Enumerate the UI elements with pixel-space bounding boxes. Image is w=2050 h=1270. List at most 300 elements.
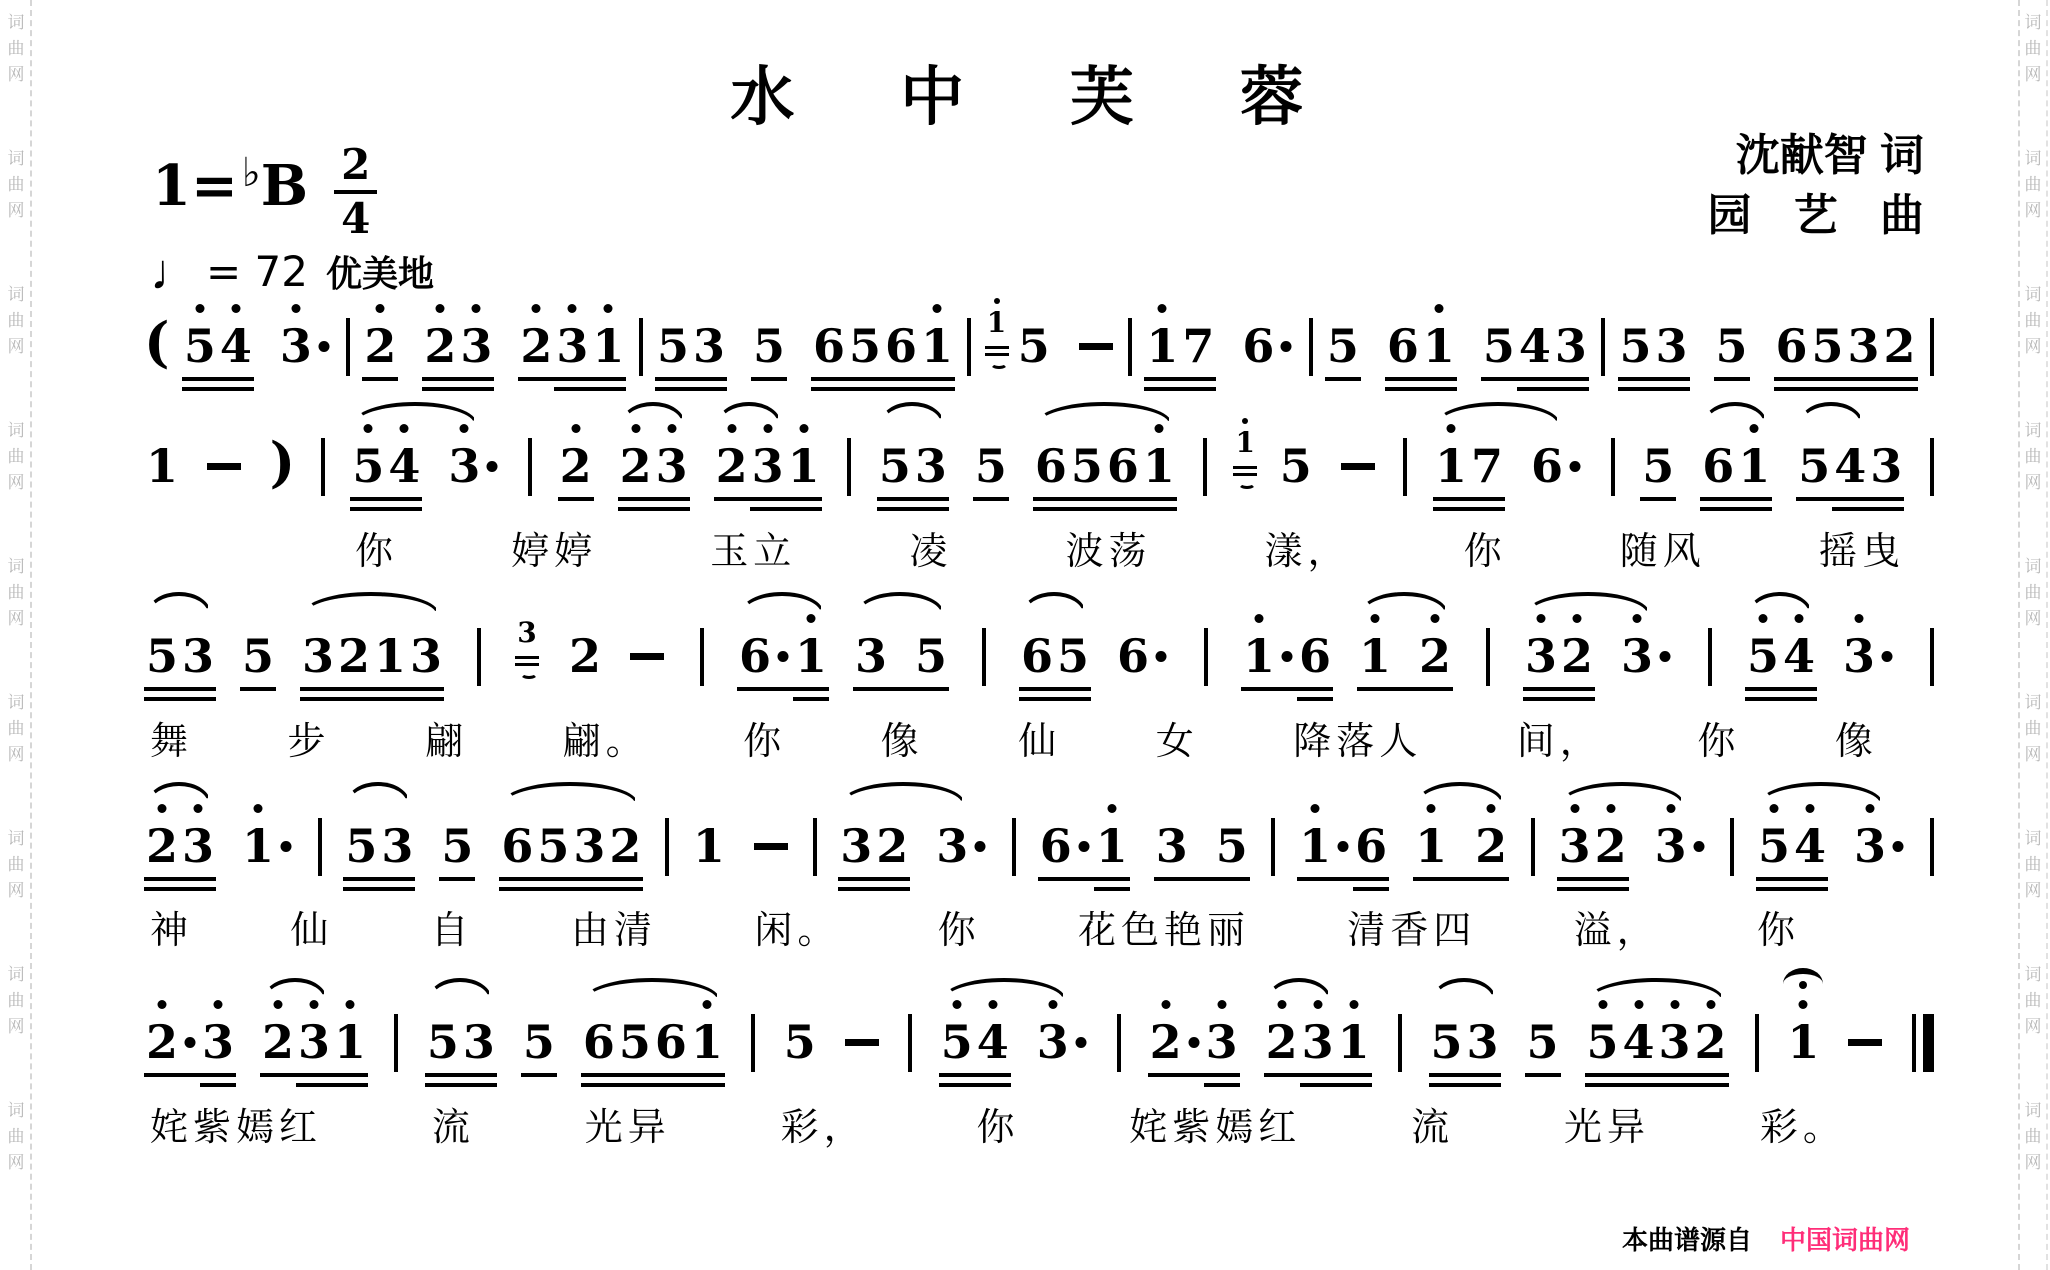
grace-beam	[985, 353, 1009, 356]
octave-dot	[195, 304, 204, 313]
beam-line	[1429, 1083, 1501, 1087]
note-digit: 2	[568, 629, 601, 683]
grace-beam	[515, 656, 539, 659]
note-digit: 3	[458, 318, 494, 374]
grace-slur	[520, 668, 538, 679]
note-space	[1216, 318, 1240, 374]
watermark-char: 曲	[7, 175, 25, 194]
octave-dot	[1217, 1000, 1226, 1009]
lyric-syllable: 婷婷	[511, 531, 598, 573]
note-space	[422, 438, 446, 494]
lyric-syllable: 翩。	[562, 721, 649, 763]
note-digit: 5	[1070, 439, 1103, 493]
note-digit: 6	[884, 319, 917, 373]
beam-line	[425, 1083, 497, 1087]
note-digit: 6	[654, 1015, 687, 1069]
watermark-char: 词	[2024, 285, 2042, 304]
note-digit: 1	[1094, 818, 1130, 874]
watermark-char: 词	[7, 421, 25, 440]
note-digit: 3	[301, 629, 334, 683]
note-digit: 5	[241, 629, 274, 683]
barline	[1611, 438, 1615, 496]
beam-line	[1144, 387, 1216, 391]
beam-line	[350, 507, 422, 511]
note-digit: 6	[1386, 319, 1419, 373]
note-digit: 3	[914, 439, 947, 493]
octave-dot	[1277, 1000, 1286, 1009]
note-digit: 5	[1215, 819, 1248, 873]
barline	[1930, 438, 1934, 496]
octave-dot	[274, 1000, 283, 1009]
duration-dot	[314, 318, 334, 374]
beam-line	[838, 877, 910, 881]
beam-line	[144, 877, 216, 881]
slur-arc	[1022, 592, 1086, 614]
note-digit: 3	[1523, 628, 1559, 684]
duration-dot	[180, 1014, 200, 1070]
note-space	[1389, 818, 1413, 874]
watermark-char: 网	[2024, 1153, 2042, 1172]
note-digit: 4	[1834, 439, 1867, 493]
lyric-syllable: 玉立	[710, 531, 797, 573]
note-digit: 1	[1144, 318, 1180, 374]
duration-dot	[1888, 818, 1908, 874]
note-digit: 1	[240, 818, 276, 874]
note-row	[425, 1014, 725, 1070]
note-digit: 3	[654, 438, 690, 494]
note-digit: 1	[1141, 438, 1177, 494]
beam-line	[300, 687, 444, 691]
barline	[1730, 818, 1734, 876]
lyric-syllable: 间，	[1516, 721, 1603, 763]
note-space	[594, 438, 618, 494]
note-space	[497, 1014, 521, 1070]
note-digit: 4	[1621, 1014, 1657, 1070]
lyrics-line-3	[150, 899, 1800, 954]
grace-beam	[1233, 466, 1257, 469]
octave-dot	[807, 614, 816, 623]
note-digit: 5	[145, 629, 178, 683]
note-digit: 3	[1300, 1014, 1336, 1070]
grace-note	[514, 582, 542, 732]
octave-dot	[1670, 1000, 1679, 1009]
note-space	[1009, 438, 1033, 494]
octave-dot	[346, 1000, 355, 1009]
note-digit: 2	[609, 819, 642, 873]
barline	[528, 438, 532, 496]
duration-dot	[1689, 818, 1709, 874]
note-digit: 2	[1593, 818, 1629, 874]
watermark-char: 网	[7, 1153, 25, 1172]
lyric-syllable: 波荡	[1065, 531, 1152, 573]
note-row	[1297, 818, 1509, 874]
duration-dot-mark	[487, 461, 498, 472]
slur-arc	[717, 402, 781, 424]
octave-dot	[254, 804, 263, 813]
note-space	[787, 318, 811, 374]
beam-line	[1523, 687, 1595, 691]
note-digit: 3	[1466, 1015, 1499, 1069]
octave-dot	[158, 1000, 167, 1009]
octave-dot	[1349, 1000, 1358, 1009]
octave-dot	[1866, 804, 1875, 813]
octave-dot	[988, 1000, 997, 1009]
note-row	[1433, 438, 1585, 494]
barline	[751, 1014, 755, 1072]
watermark-char: 网	[2024, 881, 2042, 900]
beam-line	[499, 887, 643, 891]
note-space	[1750, 318, 1774, 374]
note-digit: 1	[1413, 818, 1449, 874]
time-signature	[334, 142, 377, 242]
note-digit: 5	[441, 819, 474, 873]
watermark-char: 网	[2024, 337, 2042, 356]
lyric-syllable: 姹紫嫣红	[1129, 1107, 1302, 1149]
beam-line	[144, 687, 216, 691]
slur-arc	[1036, 402, 1172, 424]
beam-line	[1745, 687, 1817, 691]
note-row	[1618, 318, 1918, 374]
slur-arc	[502, 782, 638, 804]
barline	[813, 818, 817, 876]
slur-arc	[1759, 782, 1883, 804]
note-digit: 2	[618, 438, 654, 494]
slur-arc	[1267, 978, 1331, 1000]
barline	[847, 438, 851, 496]
beam-line	[182, 387, 254, 391]
note-digit: 1	[689, 1014, 725, 1070]
note-digit: 5	[1811, 319, 1844, 373]
octave-dot	[667, 424, 676, 433]
beam-line	[422, 387, 494, 391]
barline	[321, 438, 325, 496]
beam-line	[1525, 1073, 1561, 1077]
note-row	[737, 628, 949, 684]
note-digit: 5	[783, 1015, 816, 1069]
watermark-char: 曲	[2024, 719, 2042, 738]
watermark-char: 词	[2024, 421, 2042, 440]
lyrics-line-4	[150, 1096, 1846, 1151]
note-digit: 3	[854, 629, 887, 683]
duration-dot-mark	[1570, 461, 1581, 472]
octave-dot	[631, 424, 640, 433]
beam-line	[618, 507, 690, 511]
octave-dot	[1666, 804, 1675, 813]
note-group	[144, 392, 244, 542]
sustain-dash	[751, 818, 791, 874]
note-digit: 3	[278, 318, 314, 374]
note-space	[949, 438, 973, 494]
note-digit: 6	[1298, 629, 1331, 683]
watermark-char: 词	[7, 829, 25, 848]
beam-line	[750, 507, 822, 511]
note-digit: 1	[919, 318, 955, 374]
note-row	[1144, 318, 1296, 374]
note-space	[1690, 318, 1714, 374]
watermark-char: 网	[2024, 473, 2042, 492]
note-digit: 5	[1430, 1015, 1463, 1069]
note-digit: 5	[752, 319, 785, 373]
octave-dot	[1855, 614, 1864, 623]
note-digit: 6	[1106, 439, 1139, 493]
duration-dot	[1071, 1014, 1091, 1070]
note-space	[829, 628, 853, 684]
grace-beam	[515, 663, 539, 666]
barline	[1203, 438, 1207, 496]
barline	[1708, 628, 1712, 686]
beam-line	[1297, 697, 1333, 701]
note-digit: 5	[1745, 628, 1781, 684]
note-space	[603, 628, 627, 684]
grace-digit: 1	[1232, 426, 1258, 459]
note-space	[475, 818, 499, 874]
note-row	[838, 818, 990, 874]
note-digit: 6	[1020, 629, 1053, 683]
note-space	[1505, 438, 1529, 494]
slur-arc	[1799, 402, 1863, 424]
barline	[1930, 318, 1934, 376]
beam-line	[1038, 877, 1130, 881]
note-digit: 2	[1148, 1014, 1184, 1070]
barline	[1403, 438, 1407, 496]
beam-line	[877, 497, 949, 501]
octave-dot	[291, 304, 300, 313]
note-digit: 1	[1336, 1014, 1372, 1070]
note-space	[1457, 318, 1481, 374]
note-row	[1016, 318, 1116, 374]
note-digit: 3	[1870, 439, 1903, 493]
watermark-char: 词	[2024, 149, 2042, 168]
lyric-syllable: 花色艳丽	[1077, 910, 1250, 952]
duration-dot-mark	[1893, 841, 1904, 852]
note-digit: 1	[145, 439, 178, 493]
sustain-dash-mark	[1079, 343, 1113, 350]
watermark-char: 词	[2024, 13, 2042, 32]
note-digit: 3	[409, 629, 442, 683]
lyric-syllable: 仙	[1018, 721, 1062, 763]
note-row	[1429, 1014, 1729, 1070]
note-digit: 2	[144, 1014, 180, 1070]
sustain-dash-mark	[1341, 463, 1375, 470]
sustain-dash-mark	[207, 463, 241, 470]
note-row	[558, 438, 822, 494]
beam-line	[425, 1073, 497, 1077]
octave-dot	[436, 304, 445, 313]
slur-arc	[621, 402, 685, 424]
slur-arc	[1416, 782, 1504, 804]
note-space	[254, 318, 278, 374]
note-digit: 6	[1116, 629, 1149, 683]
octave-dot	[1313, 1000, 1322, 1009]
note-digit: 5	[618, 1015, 651, 1069]
beam-line	[1241, 687, 1333, 691]
watermark-char: 曲	[7, 991, 25, 1010]
duration-dot-mark	[1882, 651, 1893, 662]
octave-dot	[604, 304, 613, 313]
barline	[394, 1014, 398, 1072]
watermark-char: 词	[7, 1101, 25, 1120]
note-digit: 3	[1852, 818, 1888, 874]
slur-arc	[1360, 592, 1448, 614]
watermark-char: 网	[2024, 201, 2042, 220]
grace-digit: 3	[517, 616, 537, 649]
slur-arc	[880, 402, 944, 424]
note-row	[1148, 1014, 1372, 1070]
octave-dot	[1487, 804, 1496, 813]
note-row	[1785, 1014, 1885, 1070]
note-digit: 5	[1526, 1015, 1559, 1069]
beam-line	[1019, 697, 1091, 701]
duration-dot	[1277, 628, 1297, 684]
beam-line	[1204, 1083, 1240, 1087]
sustain-dash-mark	[845, 1039, 879, 1046]
lyric-syllable: 清香四	[1347, 910, 1477, 952]
octave-dot	[1795, 614, 1804, 623]
note-space	[1676, 438, 1700, 494]
barline	[1398, 1014, 1402, 1072]
watermark-char: 网	[2024, 745, 2042, 764]
lyric-syllable: 凌	[909, 531, 953, 573]
note-digit: 5	[182, 318, 218, 374]
beam-line	[260, 1073, 368, 1077]
grace-slur	[1238, 478, 1256, 489]
duration-dot	[1276, 318, 1296, 374]
lyric-syllable: 神	[150, 910, 194, 952]
note-digit: 3	[750, 438, 786, 494]
beam-line	[144, 1073, 236, 1077]
note-digit: 1	[1433, 438, 1469, 494]
slur-arc	[1588, 978, 1724, 1000]
tempo-value: = 72	[206, 247, 308, 296]
note-digit: 3	[1035, 1014, 1071, 1070]
sustain-dash	[627, 628, 667, 684]
grace-beam	[1233, 473, 1257, 476]
note-digit: 5	[522, 1015, 555, 1069]
duration-dot	[1151, 628, 1171, 684]
duration-dot-mark	[1188, 1037, 1199, 1048]
lyric-syllable: 你	[976, 1107, 1020, 1149]
octave-dot	[932, 304, 941, 313]
watermark-char: 曲	[2024, 583, 2042, 602]
note-digit: 5	[1326, 319, 1359, 373]
note-space	[1595, 628, 1619, 684]
lyric-syllable: 由清	[570, 910, 657, 952]
song-title: 水 中 芙 蓉	[730, 61, 1348, 133]
note-digit: 5	[1585, 1014, 1621, 1070]
duration-dot-mark	[1338, 841, 1349, 852]
watermark-char: 曲	[7, 311, 25, 330]
fermata-dot	[1799, 981, 1807, 989]
lyric-syllable: 女	[1155, 721, 1199, 763]
note-space	[727, 318, 751, 374]
note-digit: 6	[1702, 439, 1735, 493]
note-space	[557, 1014, 581, 1070]
note-space	[216, 818, 240, 874]
beam-line	[362, 377, 398, 381]
note-digit: 5	[1619, 319, 1652, 373]
beam-line	[144, 697, 216, 701]
sustain-dash	[1338, 438, 1378, 494]
note-space	[1828, 818, 1852, 874]
beam-line	[939, 1083, 1011, 1087]
tempo-expression: 优美地	[326, 253, 435, 294]
octave-dot	[702, 1000, 711, 1009]
note-digit: 2	[1559, 628, 1595, 684]
beam-line	[1640, 497, 1676, 501]
sustain-dash	[204, 438, 244, 494]
note-row	[182, 318, 334, 374]
octave-dot	[194, 804, 203, 813]
barline	[1601, 318, 1605, 376]
barline	[318, 818, 322, 876]
note-row	[1756, 818, 1908, 874]
lyric-syllable: 步	[287, 721, 331, 763]
note-digit: 4	[1792, 818, 1828, 874]
note-digit: 5	[345, 819, 378, 873]
slur-arc	[942, 978, 1066, 1000]
octave-dot	[1311, 804, 1320, 813]
slur-arc	[147, 592, 211, 614]
note-space	[818, 1014, 842, 1070]
beam-line	[1413, 877, 1509, 881]
sustain-dash	[1845, 1014, 1885, 1070]
note-digit: 3	[1841, 628, 1877, 684]
beam-line	[300, 697, 444, 701]
lyric-syllable: 降落人	[1293, 721, 1423, 763]
slur-arc	[584, 978, 720, 1000]
note-space	[910, 818, 934, 874]
lyric-syllable: 你	[937, 910, 981, 952]
note-digit: 3	[1155, 819, 1188, 873]
duration-dot	[1333, 818, 1353, 874]
octave-dot	[1806, 804, 1815, 813]
note-digit: 1	[692, 819, 725, 873]
note-space	[1393, 628, 1417, 684]
note-digit: 3	[936, 819, 969, 873]
brand-link[interactable]: 中国词曲网	[1779, 1225, 1910, 1255]
duration-dot-mark	[1075, 1037, 1086, 1048]
note-digit: 5	[1798, 439, 1831, 493]
note-space	[415, 818, 439, 874]
lyric-syllable: 你	[1756, 910, 1800, 952]
note-digit: 3	[573, 819, 606, 873]
key-prefix: 1=	[152, 153, 238, 219]
watermark-char: 词	[7, 693, 25, 712]
duration-dot-mark	[1282, 651, 1293, 662]
note-digit: 3	[1657, 1014, 1693, 1070]
watermark-char: 曲	[7, 583, 25, 602]
note-digit: 5	[656, 319, 689, 373]
note-row	[877, 438, 1177, 494]
lyric-syllable: 你	[743, 721, 787, 763]
watermark-char: 网	[2024, 65, 2042, 84]
slur-arc	[353, 402, 477, 424]
slur-arc	[740, 592, 824, 614]
note-row	[1523, 628, 1675, 684]
beam-line	[144, 887, 216, 891]
note-digit: 6	[1039, 819, 1072, 873]
note-digit: 1	[590, 318, 626, 374]
key-signature	[152, 136, 377, 243]
beam-line	[1745, 697, 1817, 701]
octave-dot	[1537, 614, 1546, 623]
beam-line	[793, 697, 829, 701]
lyric-syllable: 光异	[1564, 1107, 1651, 1149]
beam-line	[554, 387, 626, 391]
note-space	[727, 818, 751, 874]
note-digit: 2	[1473, 818, 1509, 874]
lyric-syllable: 流	[431, 1107, 475, 1149]
